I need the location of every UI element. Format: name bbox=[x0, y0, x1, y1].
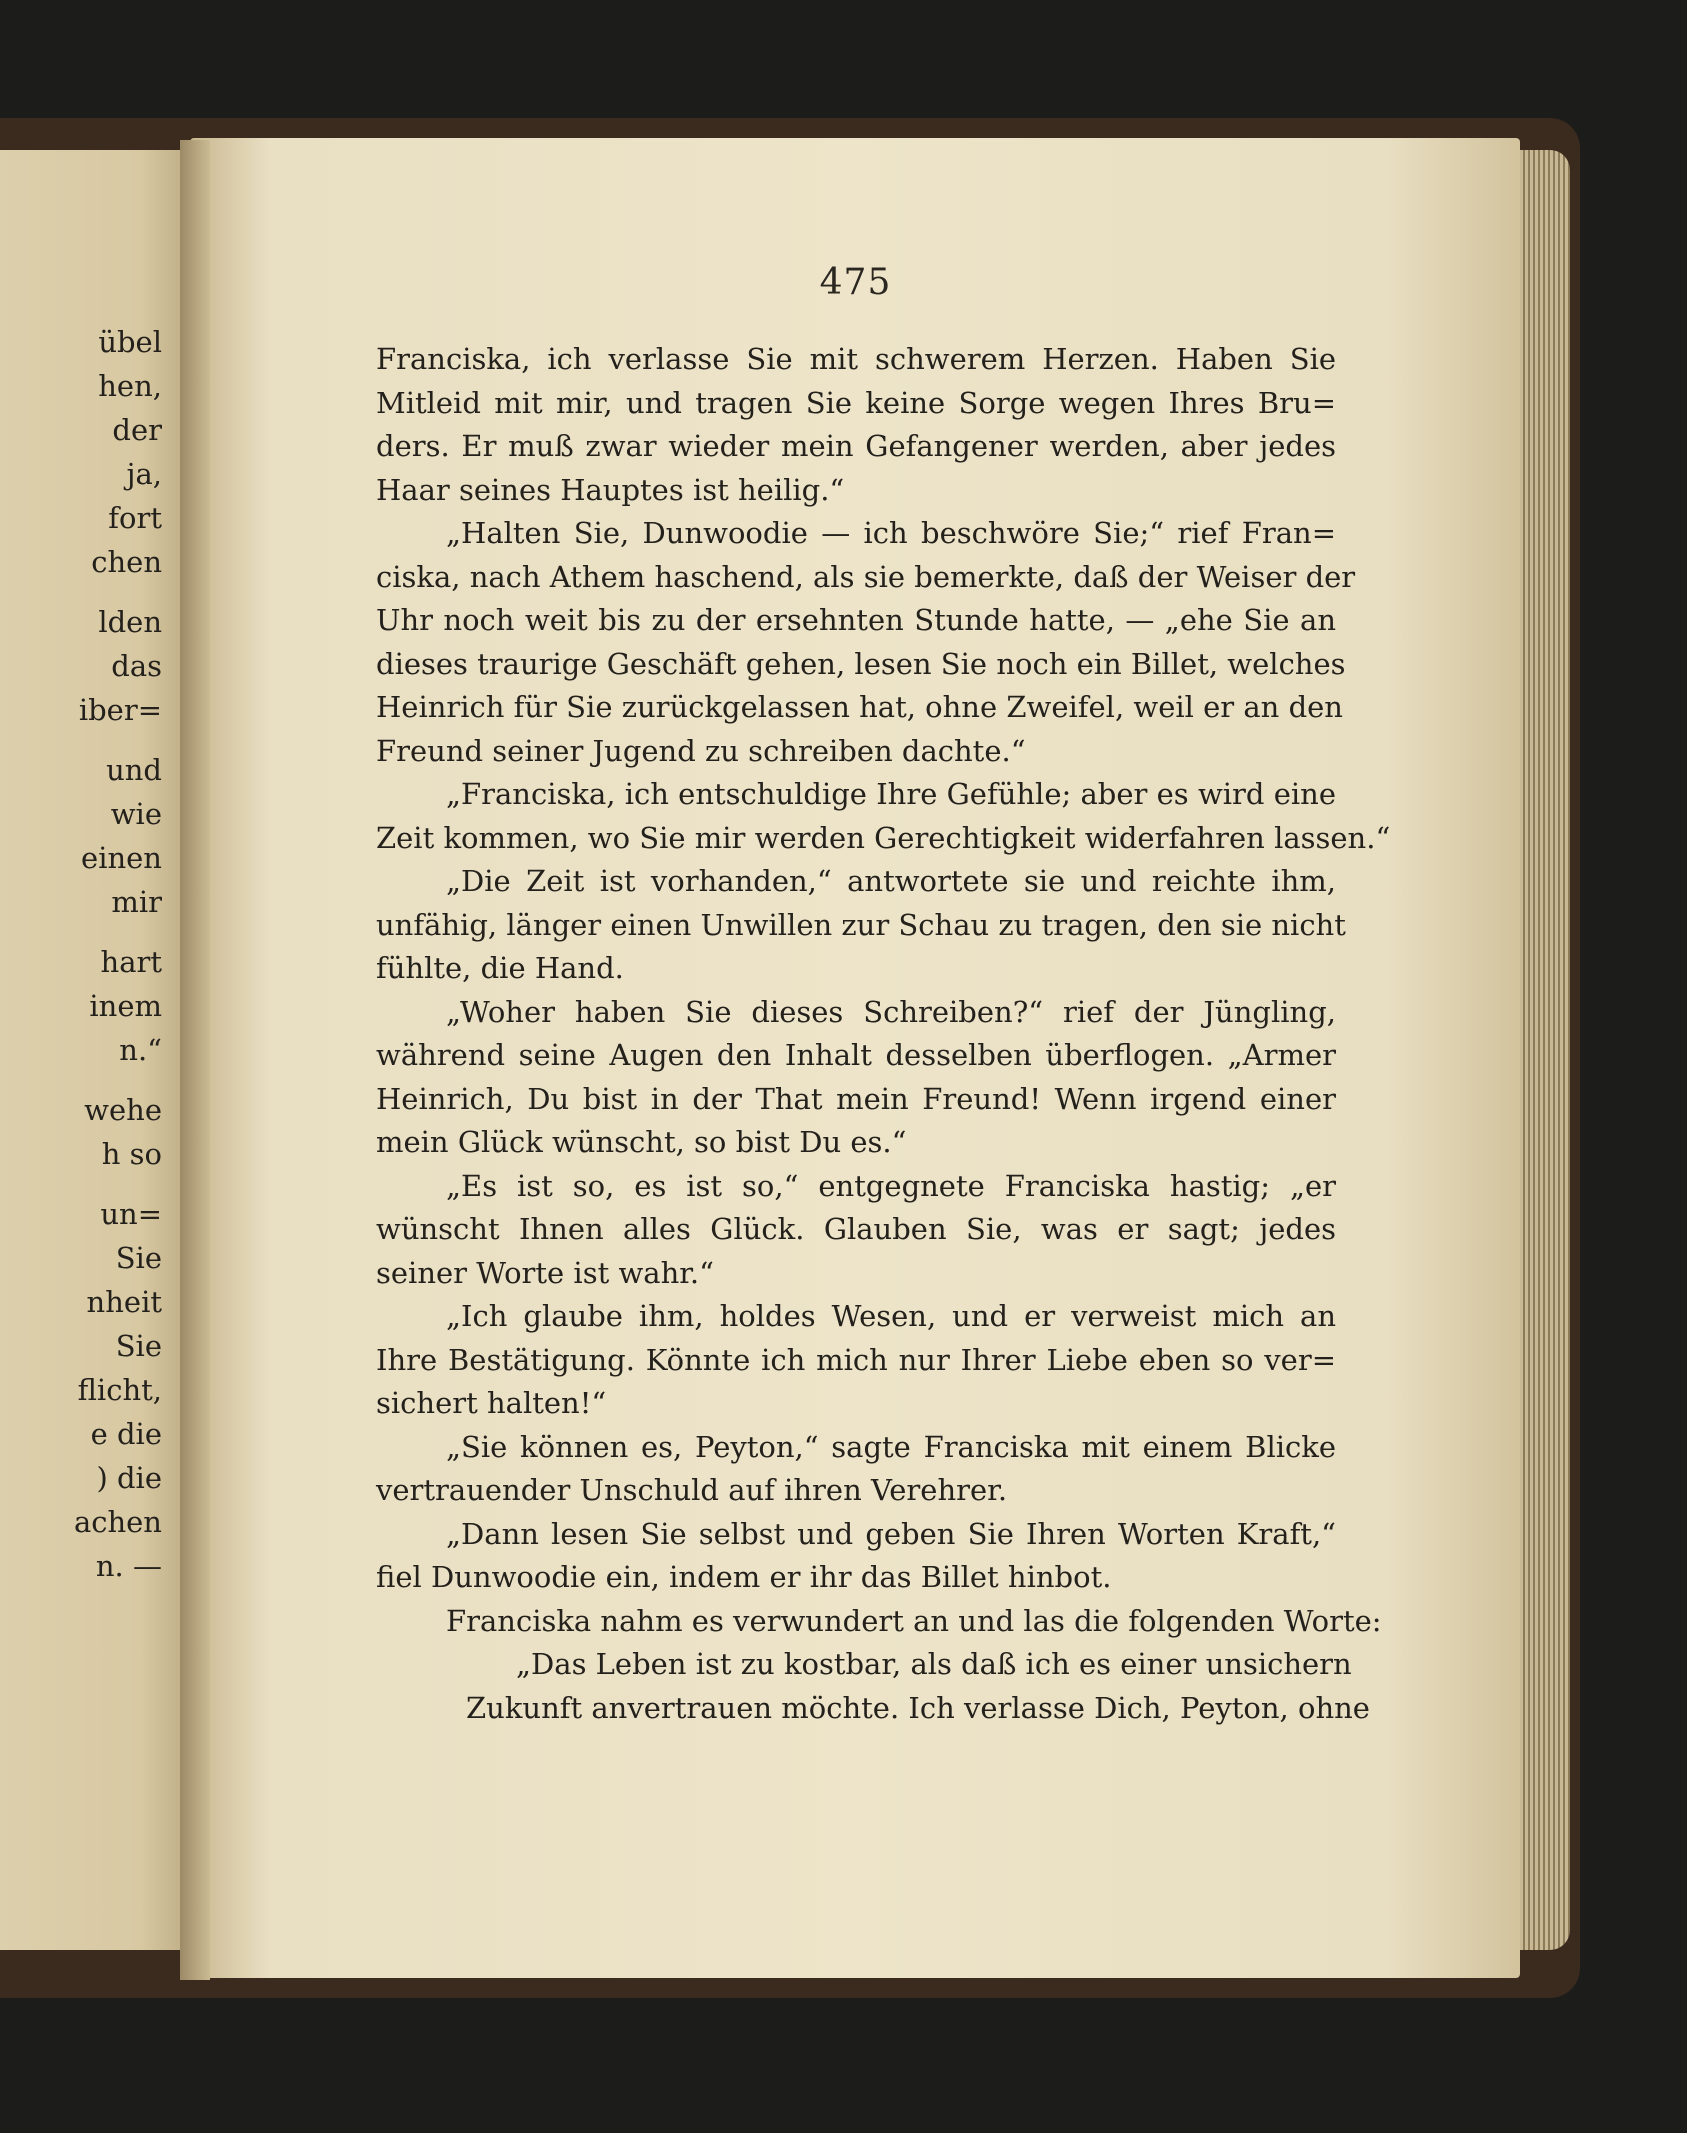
text-line: Haar seines Hauptes ist heilig.“ bbox=[376, 472, 845, 507]
text-line: Mitleid mit mir, und tragen Sie keine Sorge wegen Ihres Bru= bbox=[376, 385, 1336, 420]
text-line: Franciska, ich verlasse Sie mit schwerem Herzen. Haben Sie bbox=[376, 342, 1336, 376]
text-line: Zeit kommen, wo Sie mir werden Gerechtigkeit widerfahren lassen.“ bbox=[376, 820, 1391, 855]
left-fragment: und bbox=[106, 753, 162, 787]
left-fragment: ja, bbox=[126, 457, 162, 491]
text-line: dieses traurige Geschäft gehen, lesen Sie noch ein Billet, welches bbox=[376, 646, 1346, 681]
text-line: Zukunft anvertrauen möchte. Ich verlasse Dich, Peyton, ohne bbox=[466, 1690, 1370, 1725]
page-body-text bbox=[376, 338, 1391, 1730]
text-line: „Sie können es, Peyton,“ sagte Franciska mit einem Blicke bbox=[446, 1429, 1336, 1464]
left-fragment: ) die bbox=[96, 1461, 162, 1495]
text-line: Uhr noch weit bis zu der ersehnten Stunde hatte, — „ehe Sie an bbox=[376, 603, 1336, 637]
left-fragment: einen bbox=[81, 841, 162, 875]
text-line: „Franciska, ich entschuldige Ihre Gefühle; aber es wird eine bbox=[446, 777, 1336, 811]
left-fragment bbox=[0, 1176, 180, 1192]
left-fragment: fort bbox=[108, 501, 162, 535]
text-line: „Ich glaube ihm, holdes Wesen, und er verweist mich an bbox=[446, 1299, 1336, 1333]
text-line: seiner Worte ist wahr.“ bbox=[376, 1255, 714, 1290]
left-fragment: chen bbox=[91, 545, 162, 579]
left-fragment: das bbox=[111, 649, 162, 683]
left-fragment: iber= bbox=[78, 693, 162, 727]
left-fragment bbox=[0, 732, 180, 748]
left-fragment: mir bbox=[111, 885, 162, 919]
left-fragment: lden bbox=[98, 605, 162, 639]
left-fragment bbox=[0, 584, 180, 600]
text-line: ders. Er muß zwar wieder mein Gefangener werden, aber jedes bbox=[376, 429, 1336, 463]
left-fragment: flicht, bbox=[77, 1373, 162, 1407]
text-line: mein Glück wünscht, so bist Du es.“ bbox=[376, 1125, 907, 1159]
text-line: unfähig, länger einen Unwillen zur Schau zu tragen, den sie nicht bbox=[376, 907, 1346, 942]
text-line: „Es ist so, es ist so,“ entgegnete Franciska hastig; „er bbox=[446, 1168, 1336, 1203]
text-line: Freund seiner Jugend zu schreiben dachte.“ bbox=[376, 733, 1026, 768]
text-line: Franciska nahm es verwundert an und las die folgenden Worte: bbox=[446, 1603, 1382, 1638]
left-fragment bbox=[0, 924, 180, 940]
left-fragment: e die bbox=[90, 1417, 162, 1451]
text-line: „Das Leben ist zu kostbar, als daß ich es einer unsichern bbox=[516, 1647, 1352, 1681]
left-fragment: h so bbox=[101, 1137, 162, 1171]
text-line: fiel Dunwoodie ein, indem er ihr das Billet hinbot. bbox=[376, 1560, 1112, 1594]
text-line: fühlte, die Hand. bbox=[376, 951, 624, 985]
left-fragment: achen bbox=[73, 1505, 162, 1539]
left-fragment: hen, bbox=[98, 369, 162, 403]
text-line: „Woher haben Sie dieses Schreiben?“ rief der Jüngling, bbox=[446, 994, 1336, 1029]
left-fragment: un= bbox=[100, 1197, 162, 1231]
text-line: wünscht Ihnen alles Glück. Glauben Sie, was er sagt; jedes bbox=[376, 1212, 1336, 1246]
left-fragment: Sie bbox=[115, 1329, 162, 1363]
text-line: Ihre Bestätigung. Könnte ich mich nur Ihrer Liebe eben so ver= bbox=[376, 1342, 1336, 1377]
left-fragment: Sie bbox=[115, 1241, 162, 1275]
left-fragment: hart bbox=[100, 945, 162, 979]
left-fragment: übel bbox=[98, 325, 162, 359]
left-page-text bbox=[0, 320, 180, 1588]
page-number-text: 475 bbox=[819, 262, 892, 303]
left-fragment: wie bbox=[110, 797, 162, 831]
text-line: Heinrich, Du bist in der That mein Freund! Wenn irgend einer bbox=[376, 1081, 1336, 1116]
left-fragment bbox=[0, 1072, 180, 1088]
text-line: „Halten Sie, Dunwoodie — ich beschwöre Sie;“ rief Fran= bbox=[446, 516, 1336, 550]
left-fragment: n. — bbox=[95, 1549, 162, 1583]
left-fragment: inem bbox=[89, 989, 162, 1023]
left-fragment: n.“ bbox=[119, 1033, 162, 1067]
text-line: während seine Augen den Inhalt desselben überflogen. „Armer bbox=[376, 1038, 1336, 1072]
text-line: ciska, nach Athem haschend, als sie bemerkte, daß der Weiser der bbox=[376, 559, 1356, 594]
left-fragment: nheit bbox=[86, 1285, 162, 1319]
page-number bbox=[0, 262, 1687, 303]
text-line: Heinrich für Sie zurückgelassen hat, ohne Zweifel, weil er an den bbox=[376, 690, 1343, 724]
text-line: sichert halten!“ bbox=[376, 1386, 607, 1420]
text-line: „Dann lesen Sie selbst und geben Sie Ihren Worten Kraft,“ bbox=[446, 1516, 1336, 1551]
left-fragment: wehe bbox=[84, 1093, 162, 1127]
text-line: vertrauender Unschuld auf ihren Verehrer. bbox=[376, 1473, 1008, 1507]
left-fragment: der bbox=[112, 413, 162, 447]
book-gutter bbox=[180, 140, 210, 1980]
text-line: „Die Zeit ist vorhanden,“ antwortete sie und reichte ihm, bbox=[446, 864, 1336, 898]
